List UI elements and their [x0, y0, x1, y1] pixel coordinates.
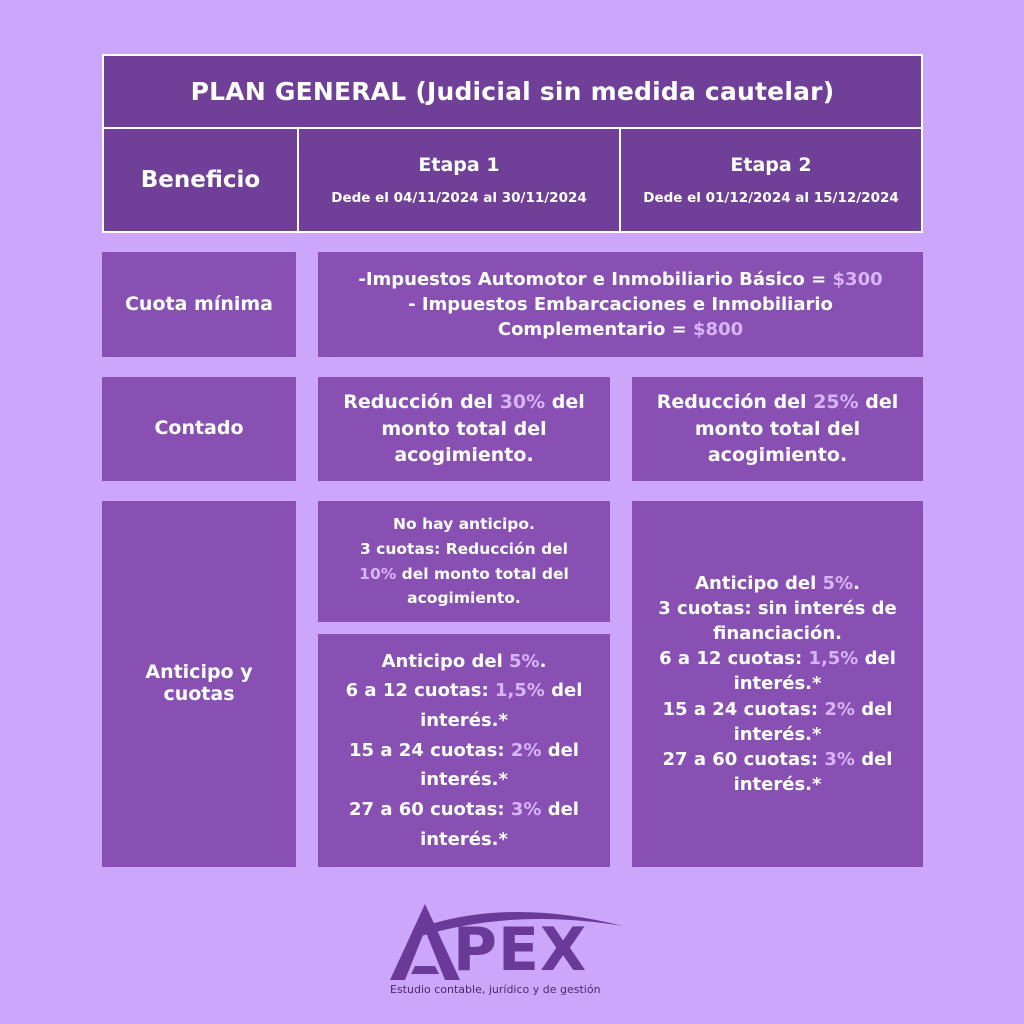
anticipo-etapa1-a-line-2: 3 cuotas: Reducción del [359, 539, 568, 558]
apex-logo [385, 900, 640, 1000]
anticipo-etapa2-line-2: 3 cuotas: sin interés de [658, 598, 897, 620]
apex-wordmark-text [453, 915, 588, 985]
anticipo-etapa1-b-l4-pct: 2% [510, 739, 542, 761]
anticipo-etapa1-b-l4-post: del [541, 739, 579, 761]
anticipo-etapa2 [632, 501, 923, 867]
contado-etapa1-pct: 30% [499, 391, 546, 414]
cuota-minima-line-2: - Impuestos Embarcaciones e Inmobiliario [408, 293, 833, 315]
anticipo-etapa2-l1-post: . [853, 573, 860, 595]
contado-etapa1 [318, 377, 610, 481]
anticipo-etapa2-l6-pre: 15 a 24 cuotas: [662, 698, 825, 720]
etapa2-dates: Dede el 01/12/2024 al 15/12/2024 [643, 190, 899, 206]
plan-title-text: PLAN GENERAL (Judicial sin medida cautelar) [190, 77, 835, 106]
anticipo-etapa1-b-l1-post: . [539, 650, 547, 672]
cuota-minima-label [102, 252, 296, 357]
anticipo-etapa1-sin-anticipo [318, 501, 610, 622]
contado-etapa2-post: del [858, 391, 899, 414]
anticipo-etapa2-l4-pct: 1,5% [808, 648, 859, 670]
anticipo-etapa2-line-9: interés.* [733, 773, 822, 795]
contado-etapa2-line-1 [657, 389, 899, 416]
anticipo-etapa2-l8-pct: 3% [824, 748, 855, 770]
anticipo-etapa1-a-pct: 10% [359, 564, 397, 583]
contado-etapa2-line-3: acogimiento. [707, 444, 848, 467]
anticipo-etapa2-l1-pct: 5% [822, 573, 854, 595]
anticipo-etapa1-a-line-4: acogimiento. [407, 589, 521, 608]
anticipo-etapa1-b-line-7: interés.* [420, 828, 508, 850]
contado-etapa1-line-3: acogimiento. [394, 444, 534, 467]
anticipo-etapa2-l1-pre: Anticipo del [695, 573, 823, 595]
plan-title [104, 56, 921, 127]
anticipo-etapa2-l4-pre: 6 a 12 cuotas: [659, 648, 809, 670]
etapa1-header [299, 129, 619, 231]
anticipo-etapa1-b-l2-pre: 6 a 12 cuotas: [345, 680, 495, 702]
contado-etapa2-line-2: monto total del [694, 417, 861, 440]
cuota-minima-content [318, 252, 923, 357]
anticipo-etapa1-b-l6-pct: 3% [510, 799, 542, 821]
contado-label-text: Contado [154, 417, 244, 440]
apex-brand-rest: PEX [453, 915, 588, 985]
anticipo-etapa2-line-4 [659, 646, 896, 671]
anticipo-etapa1-b-line-4 [349, 736, 579, 766]
cuota-minima-value-300: $300 [832, 268, 883, 290]
cuota-minima-line-3 [498, 317, 743, 342]
anticipo-etapa1-b-l2-pct: 1,5% [494, 680, 545, 702]
anticipo-label-line-2: cuotas [163, 683, 235, 705]
anticipo-etapa2-l6-post: del [854, 698, 893, 720]
cuota-minima-line-1 [358, 267, 882, 292]
contado-etapa1-post: del [545, 391, 585, 414]
contado-etapa2 [632, 377, 923, 481]
anticipo-etapa1-b-l1-pre: Anticipo del [381, 650, 509, 672]
cuota-minima-value-800: $800 [693, 319, 744, 341]
anticipo-etapa1-b-l2-post: del [544, 680, 583, 702]
anticipo-etapa1-a-line-1: No hay anticipo. [393, 514, 535, 533]
anticipo-etapa1-b-line-2 [346, 676, 583, 706]
anticipo-etapa1-b-l1-pct: 5% [509, 650, 540, 672]
cuota-minima-line-3-text: Complementario = [497, 319, 694, 341]
cuota-minima-line-1-text: -Impuestos Automotor e Inmobiliario Básico = [358, 268, 833, 290]
contado-etapa1-line-1 [343, 389, 585, 416]
contado-label [102, 377, 296, 481]
anticipo-etapa2-l8-pre: 27 a 60 cuotas: [662, 748, 825, 770]
beneficio-header [104, 129, 297, 231]
anticipo-etapa1-b-line-5: interés.* [420, 769, 508, 791]
anticipo-etapa1-b-line-3: interés.* [420, 709, 508, 731]
etapa2-title: Etapa 2 [730, 154, 812, 176]
contado-etapa2-pct: 25% [813, 391, 859, 414]
anticipo-etapa1-b-l6-pre: 27 a 60 cuotas: [349, 799, 511, 821]
contado-etapa1-line-2: monto total del [381, 417, 547, 440]
anticipo-etapa2-l6-pct: 2% [824, 698, 855, 720]
anticipo-etapa2-line-6 [663, 697, 893, 722]
anticipo-etapa1-a-line-3-text: del monto total del [396, 564, 569, 583]
apex-tagline-text: Estudio contable, jurídico y de gestión [390, 983, 601, 996]
contado-etapa1-pre: Reducción del [343, 391, 500, 414]
anticipo-etapa2-l8-post: del [854, 748, 893, 770]
anticipo-etapa1-a-line-3 [359, 562, 569, 587]
plan-header-table [102, 54, 923, 233]
anticipo-label [102, 501, 296, 867]
anticipo-etapa2-line-8 [663, 747, 893, 772]
apex-tagline [390, 983, 640, 996]
anticipo-etapa1-b-line-6 [349, 795, 579, 825]
anticipo-label-line-1: Anticipo y [145, 661, 253, 684]
cuota-minima-label-text: Cuota mínima [124, 292, 273, 315]
etapa2-header [621, 129, 921, 231]
anticipo-etapa1-b-l6-post: del [541, 799, 579, 821]
anticipo-etapa2-line-7: interés.* [733, 723, 822, 745]
anticipo-etapa1-b-line-1 [382, 647, 547, 677]
anticipo-etapa2-line-3: financiación. [713, 623, 842, 645]
beneficio-header-text: Beneficio [140, 167, 261, 193]
etapa1-title: Etapa 1 [418, 154, 500, 176]
anticipo-etapa2-l4-post: del [858, 648, 896, 670]
anticipo-etapa2-line-5: interés.* [733, 673, 822, 695]
anticipo-etapa1-b-l4-pre: 15 a 24 cuotas: [349, 739, 511, 761]
anticipo-etapa2-line-1 [695, 571, 860, 596]
contado-etapa2-pre: Reducción del [656, 391, 814, 414]
etapa1-dates: Dede el 04/11/2024 al 30/11/2024 [331, 190, 587, 206]
anticipo-etapa1-con-anticipo [318, 634, 610, 867]
